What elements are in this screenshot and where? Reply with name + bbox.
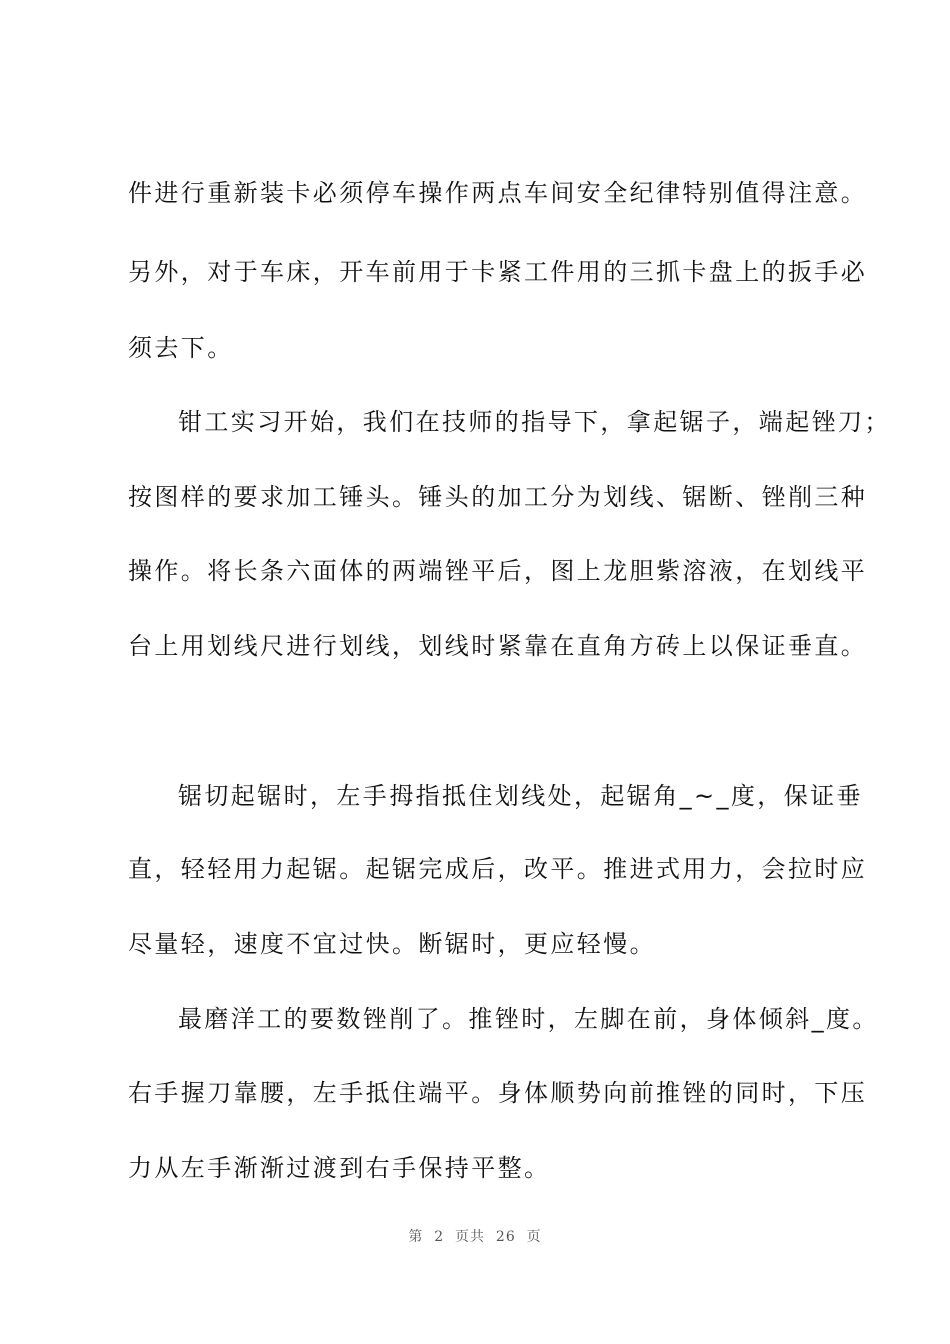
page-number-footer: 第 2 页共 26 页 bbox=[408, 1229, 542, 1245]
paragraph-3-line-3: 尽量轻，速度不宜过快。断锯时，更应轻慢。 bbox=[128, 930, 656, 958]
paragraph-2-line-1: 钳工实习开始，我们在技师的指导下，拿起锯子，端起锉刀； bbox=[178, 408, 891, 436]
paragraph-4-line-2: 右手握刀靠腰，左手抵住端平。身体顺势向前推锉的同时，下压 bbox=[128, 1079, 868, 1107]
paragraph-1-line-2: 另外，对于车床，开车前用于卡紧工件用的三抓卡盘上的扳手必 bbox=[128, 258, 868, 286]
paragraph-1-line-1: 件进行重新装卡必须停车操作两点车间安全纪律特别值得注意。 bbox=[128, 179, 868, 207]
paragraph-2-line-3: 操作。将长条六面体的两端锉平后，图上龙胆紫溶液，在划线平 bbox=[128, 557, 868, 585]
paragraph-2-line-4: 台上用划线尺进行划线，划线时紧靠在直角方砖上以保证垂直。 bbox=[128, 632, 868, 660]
paragraph-2-line-2: 按图样的要求加工锤头。锤头的加工分为划线、锯断、锉削三种 bbox=[128, 483, 868, 511]
paragraph-3-line-1: 锯切起锯时，左手拇指抵住划线处，起锯角_~_度，保证垂 bbox=[178, 782, 863, 810]
paragraph-4-line-3: 力从左手渐渐过渡到右手保持平整。 bbox=[128, 1154, 551, 1182]
paragraph-1-line-3: 须去下。 bbox=[128, 334, 234, 362]
paragraph-4-line-1: 最磨洋工的要数锉削了。推锉时，左脚在前，身体倾斜_度。 bbox=[178, 1005, 879, 1033]
paragraph-3-line-2: 直，轻轻用力起锯。起锯完成后，改平。推进式用力，会拉时应 bbox=[128, 855, 868, 883]
